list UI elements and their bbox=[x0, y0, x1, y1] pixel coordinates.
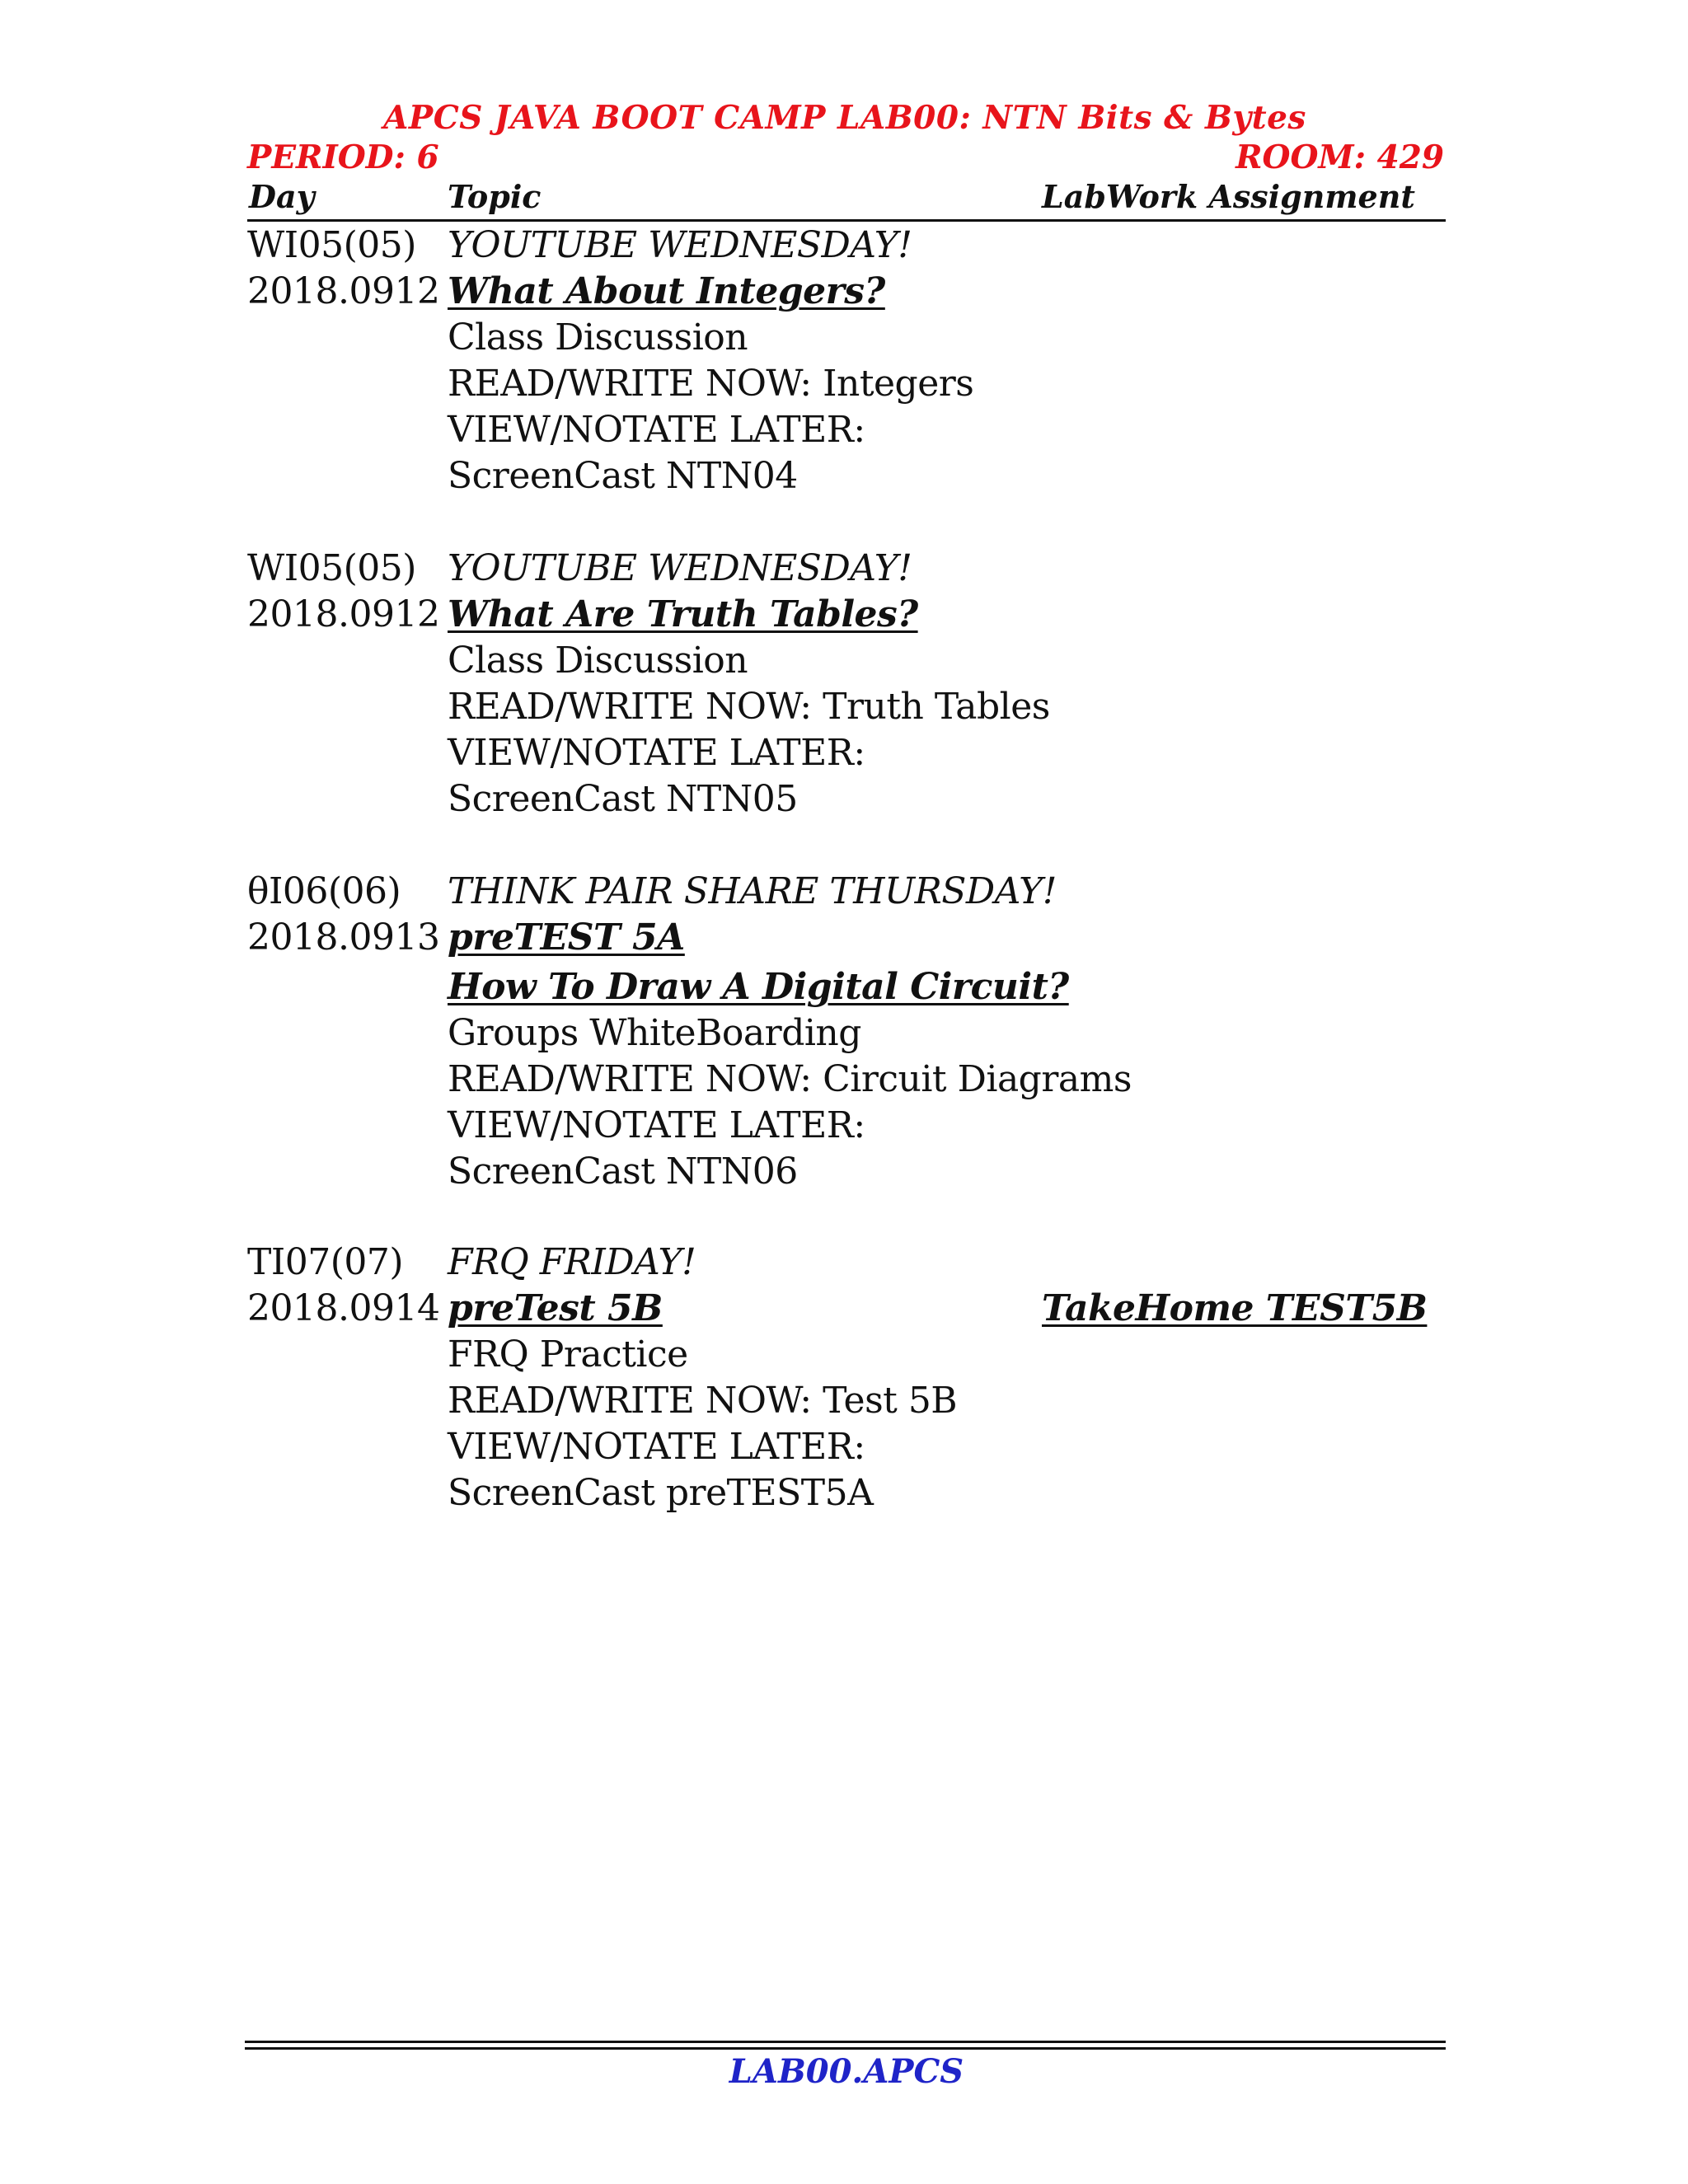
entry-screencast: ScreenCast NTN04 bbox=[448, 455, 798, 497]
entry-topic: preTest 5B bbox=[448, 1287, 663, 1329]
entry-topic: preTEST 5A bbox=[448, 916, 685, 958]
entry-screencast: ScreenCast preTEST5A bbox=[448, 1472, 874, 1514]
column-header-labwork: LabWork Assignment bbox=[1042, 178, 1415, 215]
header-divider bbox=[247, 219, 1446, 222]
entry-date: 2018.0913 bbox=[247, 916, 440, 958]
entry-view-notate: VIEW/NOTATE LATER: bbox=[448, 409, 865, 451]
entry-activity: Class Discussion bbox=[448, 316, 748, 359]
entry-view-notate: VIEW/NOTATE LATER: bbox=[448, 1104, 865, 1146]
document-title: APCS JAVA BOOT CAMP LAB00: NTN Bits & Bytes bbox=[383, 99, 1306, 137]
entry-day: θI06(06) bbox=[247, 870, 401, 912]
footer-label: LAB00.APCS bbox=[729, 2052, 964, 2091]
entry-activity: Groups WhiteBoarding bbox=[448, 1012, 861, 1054]
entry-topic: How To Draw A Digital Circuit? bbox=[448, 966, 1069, 1008]
entry-theme: YOUTUBE WEDNESDAY! bbox=[448, 224, 912, 266]
entry-screencast: ScreenCast NTN05 bbox=[448, 778, 798, 820]
column-header-topic: Topic bbox=[448, 178, 542, 215]
entry-read-write: READ/WRITE NOW: Test 5B bbox=[448, 1380, 958, 1422]
footer-divider bbox=[245, 2041, 1446, 2043]
entry-date: 2018.0912 bbox=[247, 270, 440, 312]
entry-labwork: TakeHome TEST5B bbox=[1042, 1287, 1428, 1329]
entry-theme: THINK PAIR SHARE THURSDAY! bbox=[448, 870, 1057, 912]
entry-day: WI05(05) bbox=[247, 224, 416, 266]
room-label: ROOM: 429 bbox=[1236, 138, 1444, 176]
entry-activity: FRQ Practice bbox=[448, 1333, 688, 1376]
entry-date: 2018.0912 bbox=[247, 593, 440, 635]
entry-day: WI05(05) bbox=[247, 547, 416, 589]
entry-theme: YOUTUBE WEDNESDAY! bbox=[448, 547, 912, 589]
entry-read-write: READ/WRITE NOW: Integers bbox=[448, 363, 974, 405]
footer-divider bbox=[245, 2047, 1446, 2050]
entry-screencast: ScreenCast NTN06 bbox=[448, 1151, 798, 1193]
entry-read-write: READ/WRITE NOW: Circuit Diagrams bbox=[448, 1058, 1132, 1100]
period-label: PERIOD: 6 bbox=[247, 138, 439, 176]
entry-topic: What Are Truth Tables? bbox=[448, 593, 918, 635]
entry-read-write: READ/WRITE NOW: Truth Tables bbox=[448, 686, 1050, 728]
entry-date: 2018.0914 bbox=[247, 1287, 440, 1329]
entry-theme: FRQ FRIDAY! bbox=[448, 1241, 696, 1283]
entry-activity: Class Discussion bbox=[448, 640, 748, 682]
column-header-day: Day bbox=[249, 178, 315, 215]
entry-view-notate: VIEW/NOTATE LATER: bbox=[448, 732, 865, 774]
entry-day: TI07(07) bbox=[247, 1241, 404, 1283]
entry-view-notate: VIEW/NOTATE LATER: bbox=[448, 1426, 865, 1468]
entry-topic: What About Integers? bbox=[448, 270, 885, 312]
